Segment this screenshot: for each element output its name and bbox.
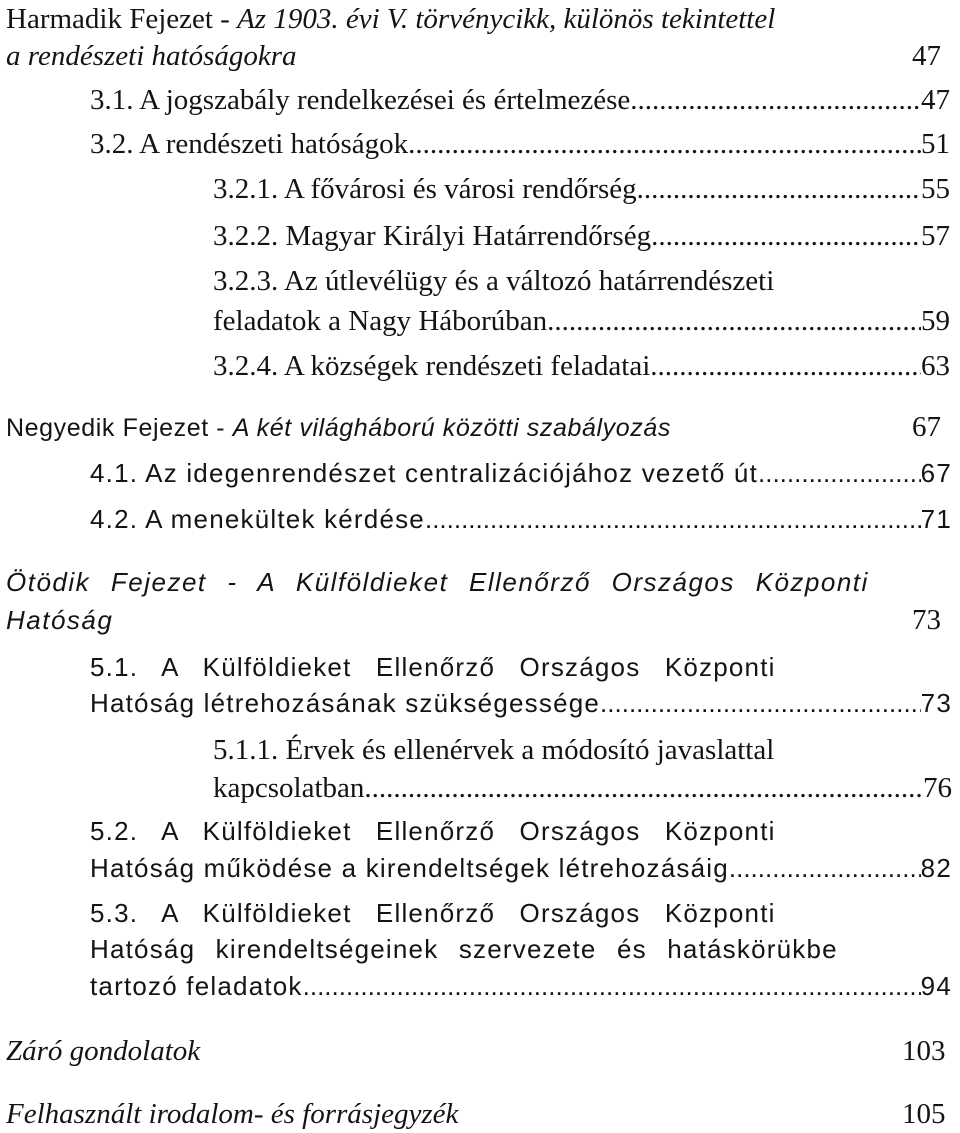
chapter-5-heading-line2: Hatóság [6, 605, 114, 635]
toc-entry-3-1[interactable] [90, 83, 950, 117]
toc-entry-5-1-1-line1[interactable]: 5.1.1. Érvek és ellenérvek a módosító javaslattal [213, 734, 775, 766]
chapter-4-page: 67 [912, 411, 941, 443]
references-title[interactable]: Felhasznált irodalom- és forrásjegyzék [6, 1098, 459, 1130]
toc-entry-5-3-line1[interactable]: 5.3. A Külföldieket Ellenőrző Országos Központi [90, 898, 776, 928]
chapter-4-title: A két világháború közötti szabályozás [232, 414, 671, 442]
toc-entry-text: 3.2. A rendészeti hatóságok [90, 128, 409, 160]
toc-entry-4-2[interactable] [90, 502, 952, 536]
dot-leader [651, 219, 921, 253]
toc-entry-text: Hatóság létrehozásának szükségessége [90, 688, 601, 718]
toc-entry-text: 3.2.4. A községek rendészeti feladatai [213, 350, 651, 382]
toc-entry-text: 4.2. A menekültek kérdése [90, 504, 425, 534]
dot-leader [637, 172, 921, 206]
dot-leader [729, 851, 921, 885]
toc-entry-text: 3.2.2. Magyar Királyi Határrendőrség [213, 220, 652, 252]
toc-entry-5-3-line2: Hatóság kirendeltségeinek szervezete és hatáskörükbe [90, 934, 838, 964]
toc-entry-5-1-1[interactable] [213, 771, 952, 805]
toc-entry-page: 47 [921, 84, 950, 116]
toc-entry-text: 3.2.1. A fővárosi és városi rendőrség [213, 173, 637, 205]
toc-entry-3-2-3-line1[interactable]: 3.2.3. Az útlevélügy és a változó határrendészeti [213, 265, 775, 297]
dot-leader [408, 127, 921, 161]
closing-page: 103 [902, 1035, 946, 1067]
toc-entry-page: 94 [920, 971, 952, 1001]
toc-entry-page: 63 [921, 350, 950, 382]
toc-entry-5-3[interactable] [90, 969, 952, 1003]
toc-entry-page: 71 [920, 504, 952, 534]
toc-entry-3-2-1[interactable] [213, 172, 950, 206]
chapter-5-page: 73 [912, 604, 941, 636]
chapter-3-title-line2: a rendészeti hatóságokra [6, 40, 297, 72]
toc-entry-page: 76 [923, 772, 952, 804]
toc-entry-5-2[interactable] [90, 851, 952, 885]
dot-leader [600, 686, 921, 720]
toc-entry-text: feladatok a Nagy Háborúban [213, 305, 548, 337]
toc-entry-page: 55 [921, 173, 950, 205]
dot-leader [630, 83, 921, 117]
dot-leader [547, 304, 921, 338]
chapter-4-prefix: Negyedik Fejezet - [6, 414, 233, 442]
toc-entry-5-1[interactable] [90, 686, 952, 720]
toc-entry-page: 82 [920, 853, 952, 883]
chapter-3-page: 47 [912, 40, 941, 72]
toc-entry-page: 57 [921, 220, 950, 252]
chapter-3-prefix: Harmadik Fejezet - [6, 3, 238, 35]
toc-entry-text: tartozó feladatok [90, 971, 303, 1001]
dot-leader [425, 502, 921, 536]
toc-entry-5-2-line1[interactable]: 5.2. A Külföldieket Ellenőrző Országos Központi [90, 816, 776, 846]
chapter-4-heading[interactable] [6, 411, 671, 445]
toc-entry-5-1-line1[interactable]: 5.1. A Külföldieket Ellenőrző Országos Központi [90, 652, 776, 682]
dot-leader [758, 456, 921, 490]
dot-leader [364, 771, 923, 805]
toc-entry-page: 73 [920, 688, 952, 718]
toc-entry-page: 51 [921, 128, 950, 160]
closing-title[interactable]: Záró gondolatok [6, 1035, 201, 1067]
references-page: 105 [902, 1098, 946, 1130]
toc-entry-text: Hatóság működése a kirendeltségek létrehozásáig [90, 853, 729, 883]
toc-entry-text: kapcsolatban [213, 772, 365, 804]
toc-entry-3-2-3[interactable] [213, 304, 950, 338]
chapter-5-heading-line1[interactable]: Ötödik Fejezet - A Külföldieket Ellenőrző Országos Központi [6, 567, 869, 597]
toc-entry-page: 67 [920, 458, 952, 488]
dot-leader [303, 969, 921, 1003]
toc-entry-3-2-4[interactable] [213, 349, 950, 383]
chapter-3-heading[interactable] [6, 2, 775, 36]
toc-entry-3-2[interactable] [90, 127, 950, 161]
toc-entry-text: 3.1. A jogszabály rendelkezései és értelmezése [90, 84, 631, 116]
toc-entry-4-1[interactable] [90, 456, 952, 490]
toc-entry-page: 59 [921, 305, 950, 337]
dot-leader [650, 349, 921, 383]
toc-entry-text: 4.1. Az idegenrendészet centralizációjához vezető út [90, 458, 759, 488]
toc-entry-3-2-2[interactable] [213, 219, 950, 253]
chapter-3-title-line1: Az 1903. évi V. törvénycikk, különös tekintettel [237, 3, 776, 35]
